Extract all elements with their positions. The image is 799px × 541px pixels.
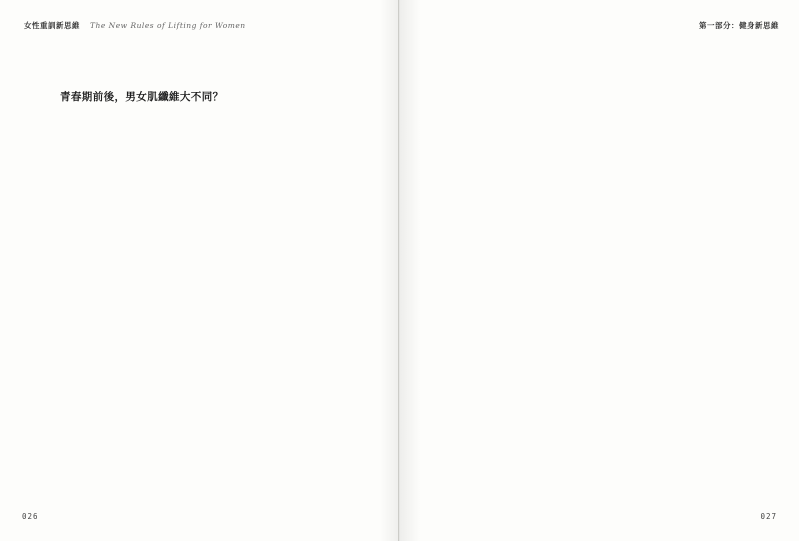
right-running-head xyxy=(699,20,779,31)
section-heading: 青春期前後，男女肌纖維大不同？ xyxy=(60,91,224,103)
book-title-english: The New Rules of Lifting for Women xyxy=(90,21,246,30)
right-page xyxy=(400,0,799,541)
book-title: 女性重訓新思維 xyxy=(24,21,80,30)
left-page xyxy=(0,0,399,541)
page-number: 026 xyxy=(22,512,39,521)
left-running-head xyxy=(24,20,246,31)
page-number: 027 xyxy=(760,512,777,521)
left-body-text xyxy=(60,80,342,120)
section-title: 第一部分：健身新思維 xyxy=(699,21,779,30)
